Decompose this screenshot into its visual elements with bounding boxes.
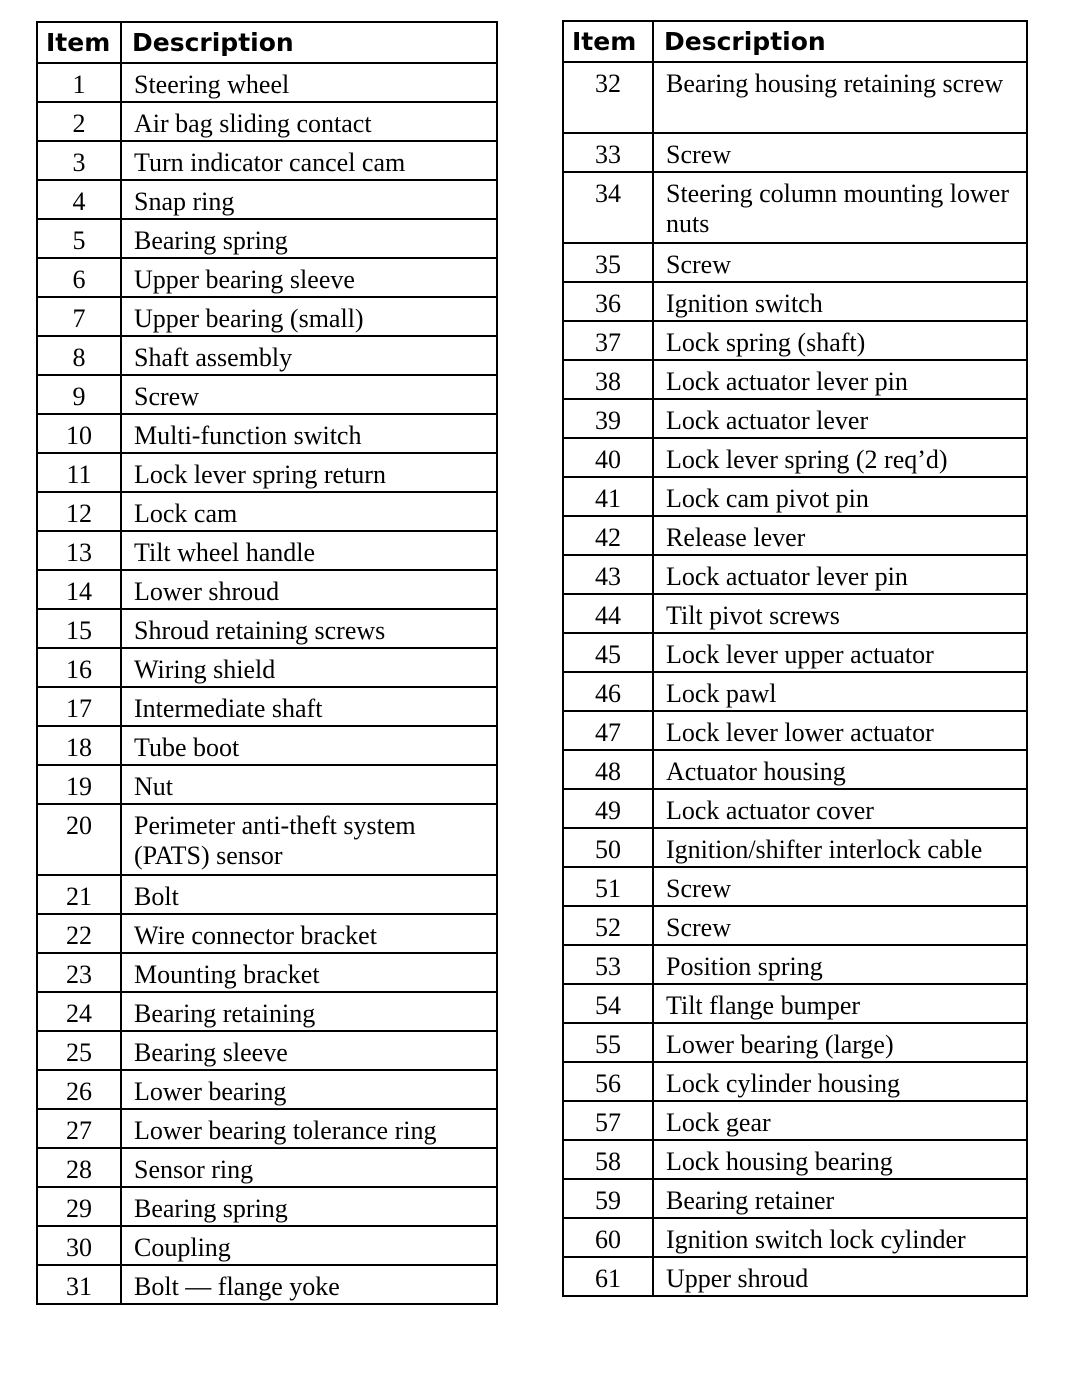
table-row xyxy=(563,360,1027,399)
table-row xyxy=(563,516,1027,555)
item-description: Tube boot xyxy=(121,726,497,765)
item-description: Lock cylinder housing xyxy=(653,1062,1027,1101)
item-description: Steering column mounting lower nuts xyxy=(653,172,1027,243)
item-number: 60 xyxy=(563,1218,653,1257)
item-description: Ignition switch xyxy=(653,282,1027,321)
table-row xyxy=(563,62,1027,133)
item-description: Lower bearing (large) xyxy=(653,1023,1027,1062)
table-row xyxy=(37,570,497,609)
item-number: 38 xyxy=(563,360,653,399)
table-row xyxy=(37,414,497,453)
item-description: Lock actuator cover xyxy=(653,789,1027,828)
table-row xyxy=(563,1218,1027,1257)
table-row xyxy=(563,867,1027,906)
table-row xyxy=(37,219,497,258)
item-description: Bearing spring xyxy=(121,219,497,258)
item-description: Lock spring (shaft) xyxy=(653,321,1027,360)
item-number: 15 xyxy=(37,609,121,648)
item-number: 25 xyxy=(37,1031,121,1070)
table-row xyxy=(37,492,497,531)
item-number: 47 xyxy=(563,711,653,750)
item-number: 46 xyxy=(563,672,653,711)
item-description: Bearing spring xyxy=(121,1187,497,1226)
table-row xyxy=(563,633,1027,672)
item-number: 24 xyxy=(37,992,121,1031)
item-number: 43 xyxy=(563,555,653,594)
table-row xyxy=(563,1101,1027,1140)
item-number: 27 xyxy=(37,1109,121,1148)
item-number: 10 xyxy=(37,414,121,453)
table-row xyxy=(37,914,497,953)
item-number: 48 xyxy=(563,750,653,789)
table-row xyxy=(37,141,497,180)
item-number: 28 xyxy=(37,1148,121,1187)
item-number: 1 xyxy=(37,63,121,102)
item-number: 58 xyxy=(563,1140,653,1179)
table-row xyxy=(37,180,497,219)
item-number: 7 xyxy=(37,297,121,336)
item-description: Bolt xyxy=(121,875,497,914)
table-row xyxy=(37,1070,497,1109)
table-row xyxy=(563,750,1027,789)
item-description: Lock actuator lever xyxy=(653,399,1027,438)
item-description: Lock gear xyxy=(653,1101,1027,1140)
parts-table-left xyxy=(36,21,498,1305)
description-column-header: Description xyxy=(121,22,497,63)
item-description: Actuator housing xyxy=(653,750,1027,789)
item-description: Screw xyxy=(653,867,1027,906)
table-row xyxy=(37,453,497,492)
item-description: Steering wheel xyxy=(121,63,497,102)
item-number: 51 xyxy=(563,867,653,906)
item-description: Shroud retaining screws xyxy=(121,609,497,648)
item-number: 5 xyxy=(37,219,121,258)
item-description: Multi-function switch xyxy=(121,414,497,453)
item-number: 55 xyxy=(563,1023,653,1062)
item-description: Screw xyxy=(653,133,1027,172)
table-row xyxy=(37,992,497,1031)
table-row xyxy=(563,828,1027,867)
item-number: 23 xyxy=(37,953,121,992)
table-row xyxy=(563,1140,1027,1179)
table-row xyxy=(563,945,1027,984)
item-description: Nut xyxy=(121,765,497,804)
table-header-row xyxy=(37,22,497,63)
item-description: Bearing retainer xyxy=(653,1179,1027,1218)
table-row xyxy=(563,672,1027,711)
item-description: Bearing housing retaining screw xyxy=(653,62,1027,133)
table-row xyxy=(563,789,1027,828)
table-row xyxy=(37,875,497,914)
item-column-header: Item xyxy=(37,22,121,63)
parts-table-right xyxy=(562,20,1028,1297)
table-row xyxy=(563,399,1027,438)
item-number: 21 xyxy=(37,875,121,914)
item-number: 36 xyxy=(563,282,653,321)
item-description: Screw xyxy=(653,906,1027,945)
description-column-header: Description xyxy=(653,21,1027,62)
table-row xyxy=(37,1109,497,1148)
table-row xyxy=(37,102,497,141)
table-row xyxy=(37,531,497,570)
table-row xyxy=(37,765,497,804)
table-row xyxy=(37,1187,497,1226)
item-number: 8 xyxy=(37,336,121,375)
item-description: Wire connector bracket xyxy=(121,914,497,953)
item-description: Release lever xyxy=(653,516,1027,555)
item-number: 3 xyxy=(37,141,121,180)
table-row xyxy=(563,477,1027,516)
item-description: Bearing sleeve xyxy=(121,1031,497,1070)
item-number: 33 xyxy=(563,133,653,172)
table-row xyxy=(563,594,1027,633)
item-number: 26 xyxy=(37,1070,121,1109)
item-description: Lower bearing tolerance ring xyxy=(121,1109,497,1148)
item-description: Mounting bracket xyxy=(121,953,497,992)
table-row xyxy=(37,726,497,765)
table-header-row xyxy=(563,21,1027,62)
item-number: 22 xyxy=(37,914,121,953)
item-description: Lock lever lower actuator xyxy=(653,711,1027,750)
item-description: Lock lever spring return xyxy=(121,453,497,492)
item-description: Lock actuator lever pin xyxy=(653,360,1027,399)
item-description: Position spring xyxy=(653,945,1027,984)
table-row xyxy=(563,321,1027,360)
table-row xyxy=(563,282,1027,321)
item-number: 20 xyxy=(37,804,121,875)
item-description: Tilt wheel handle xyxy=(121,531,497,570)
item-description: Shaft assembly xyxy=(121,336,497,375)
table-row xyxy=(563,1179,1027,1218)
item-number: 54 xyxy=(563,984,653,1023)
table-row xyxy=(563,438,1027,477)
item-description: Screw xyxy=(653,243,1027,282)
item-description: Turn indicator cancel cam xyxy=(121,141,497,180)
item-number: 2 xyxy=(37,102,121,141)
item-number: 40 xyxy=(563,438,653,477)
item-description: Lower shroud xyxy=(121,570,497,609)
item-description: Lock lever spring (2 req’d) xyxy=(653,438,1027,477)
item-number: 4 xyxy=(37,180,121,219)
item-description: Sensor ring xyxy=(121,1148,497,1187)
table-row xyxy=(37,804,497,875)
item-number: 14 xyxy=(37,570,121,609)
item-number: 49 xyxy=(563,789,653,828)
table-row xyxy=(563,133,1027,172)
item-description: Upper shroud xyxy=(653,1257,1027,1296)
item-number: 57 xyxy=(563,1101,653,1140)
table-row xyxy=(37,1265,497,1304)
item-number: 31 xyxy=(37,1265,121,1304)
item-number: 17 xyxy=(37,687,121,726)
item-number: 34 xyxy=(563,172,653,243)
table-row xyxy=(37,63,497,102)
item-description: Lower bearing xyxy=(121,1070,497,1109)
item-description: Ignition/shifter interlock cable xyxy=(653,828,1027,867)
table-row xyxy=(37,297,497,336)
item-number: 44 xyxy=(563,594,653,633)
item-number: 37 xyxy=(563,321,653,360)
table-row xyxy=(37,336,497,375)
table-row xyxy=(563,555,1027,594)
item-description: Ignition switch lock cylinder xyxy=(653,1218,1027,1257)
item-number: 11 xyxy=(37,453,121,492)
item-description: Tilt flange bumper xyxy=(653,984,1027,1023)
table-row xyxy=(563,1257,1027,1296)
table-row xyxy=(563,172,1027,243)
table-row xyxy=(563,1023,1027,1062)
table-row xyxy=(563,906,1027,945)
table-row xyxy=(37,258,497,297)
item-number: 56 xyxy=(563,1062,653,1101)
table-row xyxy=(563,1062,1027,1101)
item-number: 16 xyxy=(37,648,121,687)
parts-table-body xyxy=(37,63,497,1304)
table-row xyxy=(37,1226,497,1265)
item-column-header: Item xyxy=(563,21,653,62)
item-number: 61 xyxy=(563,1257,653,1296)
item-number: 53 xyxy=(563,945,653,984)
item-description: Upper bearing (small) xyxy=(121,297,497,336)
item-number: 9 xyxy=(37,375,121,414)
item-number: 13 xyxy=(37,531,121,570)
table-row xyxy=(563,711,1027,750)
table-row xyxy=(37,375,497,414)
table-row xyxy=(37,1031,497,1070)
table-row xyxy=(37,648,497,687)
item-description: Lock cam xyxy=(121,492,497,531)
table-row xyxy=(37,1148,497,1187)
item-description: Intermediate shaft xyxy=(121,687,497,726)
item-description: Air bag sliding contact xyxy=(121,102,497,141)
table-row xyxy=(563,984,1027,1023)
table-row xyxy=(563,243,1027,282)
table-row xyxy=(37,687,497,726)
item-description: Lock housing bearing xyxy=(653,1140,1027,1179)
item-description: Wiring shield xyxy=(121,648,497,687)
item-number: 42 xyxy=(563,516,653,555)
item-description: Perimeter anti-theft system (PATS) sensor xyxy=(121,804,497,875)
item-description: Coupling xyxy=(121,1226,497,1265)
item-description: Bolt — flange yoke xyxy=(121,1265,497,1304)
item-description: Screw xyxy=(121,375,497,414)
item-number: 52 xyxy=(563,906,653,945)
item-number: 30 xyxy=(37,1226,121,1265)
item-description: Tilt pivot screws xyxy=(653,594,1027,633)
item-number: 19 xyxy=(37,765,121,804)
item-number: 59 xyxy=(563,1179,653,1218)
item-number: 6 xyxy=(37,258,121,297)
item-number: 18 xyxy=(37,726,121,765)
item-number: 50 xyxy=(563,828,653,867)
item-description: Upper bearing sleeve xyxy=(121,258,497,297)
item-number: 39 xyxy=(563,399,653,438)
item-description: Lock pawl xyxy=(653,672,1027,711)
item-description: Lock actuator lever pin xyxy=(653,555,1027,594)
item-number: 35 xyxy=(563,243,653,282)
item-number: 45 xyxy=(563,633,653,672)
table-row xyxy=(37,953,497,992)
table-row xyxy=(37,609,497,648)
item-description: Bearing retaining xyxy=(121,992,497,1031)
item-number: 29 xyxy=(37,1187,121,1226)
parts-table-body xyxy=(563,62,1027,1296)
item-number: 41 xyxy=(563,477,653,516)
item-number: 32 xyxy=(563,62,653,133)
item-description: Lock cam pivot pin xyxy=(653,477,1027,516)
item-description: Lock lever upper actuator xyxy=(653,633,1027,672)
item-description: Snap ring xyxy=(121,180,497,219)
item-number: 12 xyxy=(37,492,121,531)
